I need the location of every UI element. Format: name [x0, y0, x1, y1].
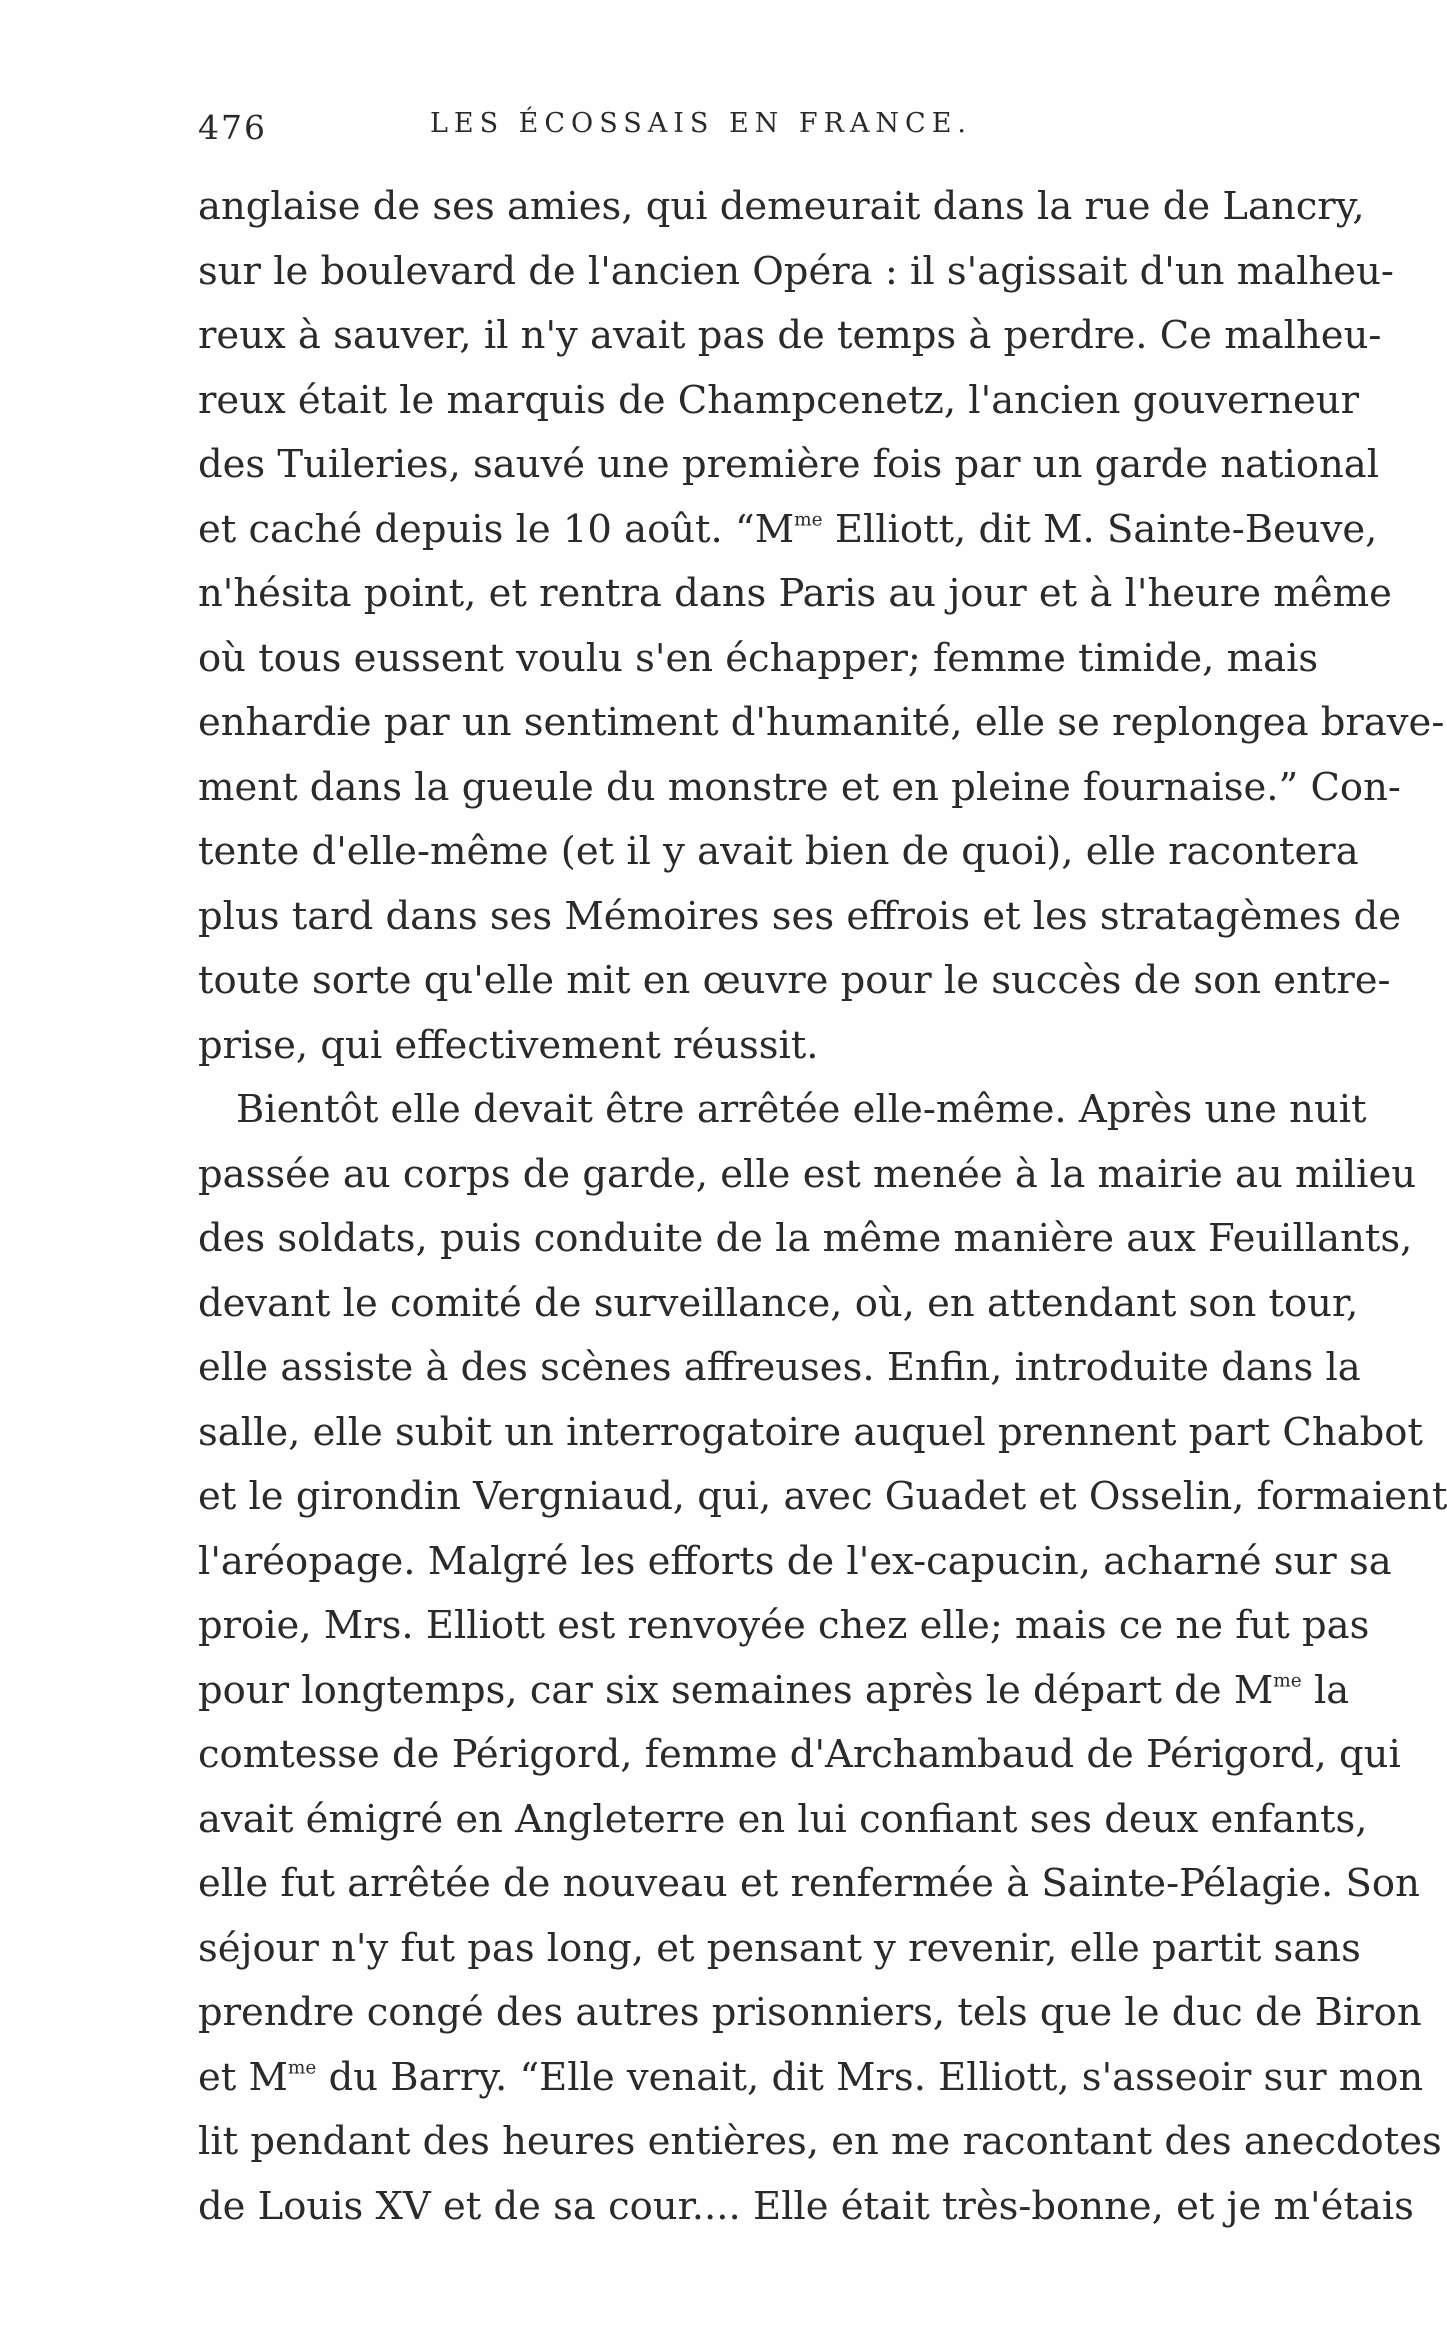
body-text	[198, 175, 1447, 2239]
running-title: LES ÉCOSSAIS EN FRANCE.	[429, 108, 973, 139]
text-line: n'hésita point, et rentra dans Paris au jour et à l'heure même	[198, 571, 1392, 616]
text-line: anglaise de ses amies, qui demeurait dans la rue de Lancry,	[198, 184, 1365, 229]
text-line: devant le comité de surveillance, où, en attendant son tour,	[198, 1280, 1359, 1326]
text-line: et le girondin Vergniaud, qui, avec Guadet et Osselin, formaient	[198, 1474, 1447, 1519]
paragraph-first-line: Bientôt elle devait être arrêtée elle-même. Après une nuit	[236, 1087, 1367, 1132]
text-line: et caché depuis le 10 août. “$M^{me}$ Elliott, dit M. Sainte-Beuve,	[198, 506, 1378, 552]
text-line: des Tuileries, sauvé une première fois par un garde national	[198, 442, 1380, 487]
text-line: passée au corps de garde, elle est menée à la mairie au milieu	[198, 1151, 1417, 1197]
text-line: avait émigré en Angleterre en lui confiant ses deux enfants,	[198, 1796, 1368, 1842]
text-line: salle, elle subit un interrogatoire auquel prennent part Chabot	[198, 1409, 1423, 1455]
text-line: de Louis XV et de sa cour.... Elle était très-bonne, et je m'étais	[198, 2183, 1414, 2229]
text-line: toute sorte qu'elle mit en œuvre pour le succès de son entre-	[198, 958, 1391, 1003]
text-line: ment dans la gueule du monstre et en pleine fournaise.” Con-	[198, 764, 1401, 810]
page-header	[198, 108, 1204, 158]
text-line: pour longtemps, car six semaines après le départ de $M^{me}$ la	[198, 1667, 1350, 1713]
text-line: elle fut arrêtée de nouveau et renfermée à Sainte-Pélagie. Son	[198, 1861, 1420, 1906]
text-line: reux était le marquis de Champcenetz, l'ancien gouverneur	[198, 377, 1359, 423]
text-line: sur le boulevard de l'ancien Opéra : il s'agissait d'un malheu-	[198, 248, 1394, 294]
text-line: reux à sauver, il n'y avait pas de temps à perdre. Ce malheu-	[198, 313, 1382, 358]
text-line: enhardie par un sentiment d'humanité, elle se replongea brave-	[198, 700, 1445, 745]
text-line: des soldats, puis conduite de la même manière aux Feuillants,	[198, 1216, 1413, 1261]
paragraph-last-line: prise, qui effectivement réussit.	[198, 1022, 819, 1068]
text-line: lit pendant des heures entières, en me racontant des anecdotes	[198, 2119, 1442, 2164]
text-line: plus tard dans ses Mémoires ses effrois et les stratagèmes de	[198, 893, 1402, 939]
text-line: et $M^{me}$ du Barry. “Elle venait, dit Mrs. Elliott, s'asseoir sur mon	[198, 2054, 1424, 2100]
text-line: elle assiste à des scènes affreuses. Enfin, introduite dans la	[198, 1345, 1361, 1390]
text-line: séjour n'y fut pas long, et pensant y revenir, elle partit sans	[198, 1925, 1361, 1971]
text-line: prendre congé des autres prisonniers, tels que le duc de Biron	[198, 1990, 1422, 2035]
text-line: où tous eussent voulu s'en échapper; femme timide, mais	[198, 635, 1319, 681]
text-line: proie, Mrs. Elliott est renvoyée chez elle; mais ce ne fut pas	[198, 1603, 1370, 1648]
text-line: tente d'elle-même (et il y avait bien de quoi), elle racontera	[198, 829, 1359, 874]
text-line: comtesse de Périgord, femme d'Archambaud de Périgord, qui	[198, 1732, 1401, 1777]
text-line: l'aréopage. Malgré les efforts de l'ex-capucin, acharné sur sa	[198, 1538, 1392, 1584]
page-number: 476	[198, 108, 267, 147]
